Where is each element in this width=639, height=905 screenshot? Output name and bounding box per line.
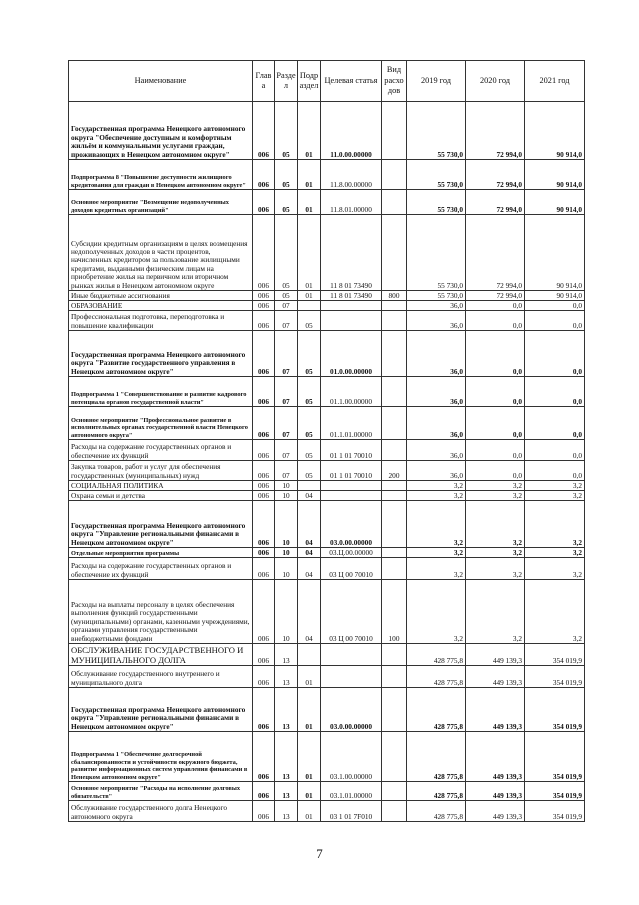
cell-subsection	[298, 644, 321, 666]
cell-chapter: 006	[253, 190, 275, 215]
cell-2020: 0,0	[466, 331, 525, 377]
cell-section: 07	[275, 331, 298, 377]
cell-target-article: 03.1.00.00000	[321, 732, 382, 782]
cell-expense-type: 200	[382, 461, 407, 481]
cell-2020: 72 994,0	[466, 190, 525, 215]
cell-2020: 72 994,0	[466, 215, 525, 291]
cell-chapter: 006	[253, 160, 275, 190]
cell-section: 13	[275, 732, 298, 782]
cell-2021: 90 914,0	[525, 291, 585, 301]
cell-subsection: 04	[298, 548, 321, 558]
cell-2021: 0,0	[525, 377, 585, 407]
cell-subsection: 05	[298, 377, 321, 407]
cell-name: Государственная программа Ненецкого автономного округа "Развитие государственного управления в Ненецком автономном округе"	[69, 331, 253, 377]
cell-2019: 428 775,8	[407, 644, 466, 666]
cell-name: Основное мероприятие "Профессиональное развитие в исполнительных органах государственной власти Ненецкого автономного округа"	[69, 407, 253, 440]
page-number: 7	[316, 846, 323, 861]
cell-name: Субсидии кредитным организациям в целях возмещения недополученных доходов в части процентов, начисленных кредитором за пользование жилищными кредитами, выданными физическим лицам на приобретение жилья на первичном или вторичном рынках жилья в Ненецком автономном округе	[69, 215, 253, 291]
cell-expense-type	[382, 190, 407, 215]
table-row	[69, 301, 585, 311]
cell-name: Обслуживание государственного внутреннего и муниципального долга	[69, 666, 253, 688]
table-row	[69, 461, 585, 481]
table-row	[69, 440, 585, 461]
cell-target-article: 11.8.01.00000	[321, 190, 382, 215]
cell-chapter: 006	[253, 732, 275, 782]
cell-2021: 3,2	[525, 491, 585, 501]
cell-name: Расходы на содержание государственных органов и обеспечение их функций	[69, 440, 253, 461]
cell-2021: 354 019,9	[525, 732, 585, 782]
cell-2021: 90 914,0	[525, 215, 585, 291]
cell-name: ОБСЛУЖИВАНИЕ ГОСУДАРСТВЕННОГО И МУНИЦИПАЛЬНОГО ДОЛГА	[69, 644, 253, 666]
cell-section: 05	[275, 291, 298, 301]
cell-expense-type	[382, 491, 407, 501]
cell-section: 10	[275, 481, 298, 491]
cell-chapter: 006	[253, 331, 275, 377]
cell-section: 05	[275, 160, 298, 190]
table-row	[69, 801, 585, 822]
cell-subsection: 01	[298, 215, 321, 291]
table-row	[69, 548, 585, 558]
cell-section: 05	[275, 215, 298, 291]
cell-expense-type	[382, 331, 407, 377]
cell-section: 07	[275, 311, 298, 331]
cell-name: Отдельные мероприятия программы	[69, 548, 253, 558]
cell-chapter: 006	[253, 580, 275, 644]
cell-name: Подпрограмма 1 "Совершенствование и развитие кадрового потенциала органов государственной власти"	[69, 377, 253, 407]
cell-expense-type	[382, 102, 407, 160]
table-row	[69, 481, 585, 491]
cell-expense-type	[382, 215, 407, 291]
cell-section: 07	[275, 440, 298, 461]
cell-2019: 36,0	[407, 311, 466, 331]
cell-target-article: 03.1.01.00000	[321, 782, 382, 801]
table-row	[69, 580, 585, 644]
cell-section: 07	[275, 301, 298, 311]
cell-expense-type: 100	[382, 580, 407, 644]
cell-chapter: 006	[253, 377, 275, 407]
cell-chapter: 006	[253, 215, 275, 291]
cell-subsection	[298, 481, 321, 491]
cell-2021: 90 914,0	[525, 190, 585, 215]
table-row	[69, 291, 585, 301]
cell-name: СОЦИАЛЬНАЯ ПОЛИТИКА	[69, 481, 253, 491]
cell-subsection: 01	[298, 732, 321, 782]
budget-table	[68, 60, 585, 822]
cell-2021: 0,0	[525, 311, 585, 331]
cell-section: 07	[275, 377, 298, 407]
cell-chapter: 006	[253, 666, 275, 688]
cell-section: 10	[275, 548, 298, 558]
table-row	[69, 331, 585, 377]
cell-chapter: 006	[253, 481, 275, 491]
cell-expense-type	[382, 481, 407, 491]
table-row	[69, 688, 585, 732]
cell-chapter: 006	[253, 407, 275, 440]
cell-subsection: 05	[298, 331, 321, 377]
cell-target-article: 03.Ц.00.00000	[321, 548, 382, 558]
cell-2021: 3,2	[525, 548, 585, 558]
cell-subsection: 04	[298, 580, 321, 644]
cell-subsection: 04	[298, 491, 321, 501]
cell-target-article: 11.0.00.00000	[321, 102, 382, 160]
cell-expense-type: 800	[382, 291, 407, 301]
cell-name: Государственная программа Ненецкого автономного округа "Обеспечение доступным и комфортным жильём и коммунальными услугами граждан, проживающих в Ненецком автономном округе"	[69, 102, 253, 160]
cell-section: 10	[275, 580, 298, 644]
cell-target-article: 03 Ц 00 70010	[321, 580, 382, 644]
cell-2019: 36,0	[407, 377, 466, 407]
cell-2021: 3,2	[525, 481, 585, 491]
table-row	[69, 311, 585, 331]
cell-2020: 0,0	[466, 440, 525, 461]
header-year-2020: 2020 год	[466, 61, 525, 102]
cell-2021: 90 914,0	[525, 160, 585, 190]
cell-chapter: 006	[253, 102, 275, 160]
cell-expense-type	[382, 732, 407, 782]
cell-2019: 55 730,0	[407, 160, 466, 190]
cell-2020: 0,0	[466, 377, 525, 407]
cell-2020: 449 139,3	[466, 801, 525, 822]
cell-chapter: 006	[253, 311, 275, 331]
cell-expense-type	[382, 801, 407, 822]
cell-subsection: 05	[298, 311, 321, 331]
cell-2021: 354 019,9	[525, 644, 585, 666]
cell-subsection: 04	[298, 558, 321, 580]
cell-name: Основное мероприятие "Возмещение недополученных доходов кредитных организаций"	[69, 190, 253, 215]
cell-chapter: 006	[253, 644, 275, 666]
cell-2020: 3,2	[466, 501, 525, 548]
cell-subsection: 01	[298, 801, 321, 822]
cell-2021: 0,0	[525, 440, 585, 461]
table-row	[69, 377, 585, 407]
cell-section: 10	[275, 491, 298, 501]
cell-target-article	[321, 311, 382, 331]
table-header-row	[69, 61, 585, 102]
table-row	[69, 501, 585, 548]
cell-chapter: 006	[253, 461, 275, 481]
header-name: Наименование	[69, 61, 253, 102]
cell-2019: 55 730,0	[407, 215, 466, 291]
cell-2019: 428 775,8	[407, 688, 466, 732]
cell-section: 10	[275, 501, 298, 548]
table-row	[69, 666, 585, 688]
cell-2019: 3,2	[407, 580, 466, 644]
cell-2020: 0,0	[466, 461, 525, 481]
cell-section: 13	[275, 644, 298, 666]
header-chapter: Глав а	[253, 61, 275, 102]
cell-2021: 90 914,0	[525, 102, 585, 160]
cell-expense-type	[382, 311, 407, 331]
table-row	[69, 160, 585, 190]
table-row	[69, 732, 585, 782]
table-row	[69, 215, 585, 291]
cell-2019: 428 775,8	[407, 801, 466, 822]
cell-subsection: 01	[298, 291, 321, 301]
cell-2020: 0,0	[466, 301, 525, 311]
cell-name: Расходы на выплаты персоналу в целях обеспечения выполнения функций государственными (муниципальными) органами, казенными учреждениями, органами управления государственными внебюджетными фондами	[69, 580, 253, 644]
cell-2020: 0,0	[466, 407, 525, 440]
cell-expense-type	[382, 666, 407, 688]
cell-2020: 449 139,3	[466, 732, 525, 782]
cell-2021: 3,2	[525, 558, 585, 580]
cell-name: Государственная программа Ненецкого автономного округа "Управление региональными финансами в Ненецком автономном округе"	[69, 501, 253, 548]
cell-section: 13	[275, 666, 298, 688]
cell-subsection: 01	[298, 782, 321, 801]
table-row	[69, 407, 585, 440]
table-row	[69, 102, 585, 160]
cell-2020: 72 994,0	[466, 160, 525, 190]
cell-expense-type	[382, 558, 407, 580]
cell-section: 13	[275, 782, 298, 801]
cell-2019: 36,0	[407, 301, 466, 311]
cell-2019: 55 730,0	[407, 291, 466, 301]
cell-section: 07	[275, 407, 298, 440]
cell-2019: 36,0	[407, 461, 466, 481]
cell-2019: 55 730,0	[407, 102, 466, 160]
cell-name: Основное мероприятие "Расходы на исполнение долговых обязательств"	[69, 782, 253, 801]
cell-2021: 0,0	[525, 301, 585, 311]
table-row	[69, 491, 585, 501]
header-year-2019: 2019 год	[407, 61, 466, 102]
cell-name: ОБРАЗОВАНИЕ	[69, 301, 253, 311]
cell-2019: 36,0	[407, 440, 466, 461]
cell-2021: 0,0	[525, 331, 585, 377]
cell-subsection: 01	[298, 688, 321, 732]
cell-target-article: 11 8 01 73490	[321, 291, 382, 301]
budget-table-container	[68, 60, 584, 822]
cell-expense-type	[382, 301, 407, 311]
cell-2019: 3,2	[407, 548, 466, 558]
cell-chapter: 006	[253, 291, 275, 301]
cell-2020: 3,2	[466, 558, 525, 580]
cell-2020: 449 139,3	[466, 666, 525, 688]
cell-subsection: 04	[298, 501, 321, 548]
cell-2020: 3,2	[466, 548, 525, 558]
cell-chapter: 006	[253, 801, 275, 822]
cell-chapter: 006	[253, 548, 275, 558]
cell-subsection: 05	[298, 440, 321, 461]
cell-expense-type	[382, 440, 407, 461]
header-section: Разде л	[275, 61, 298, 102]
header-target-article: Целевая статья	[321, 61, 382, 102]
cell-target-article	[321, 301, 382, 311]
cell-expense-type	[382, 501, 407, 548]
cell-name: Государственная программа Ненецкого автономного округа "Управление региональными финансами в Ненецком автономном округе"	[69, 688, 253, 732]
cell-2021: 354 019,9	[525, 801, 585, 822]
cell-expense-type	[382, 782, 407, 801]
cell-chapter: 006	[253, 501, 275, 548]
table-row	[69, 190, 585, 215]
cell-expense-type	[382, 407, 407, 440]
cell-target-article: 11.8.00.00000	[321, 160, 382, 190]
cell-2019: 428 775,8	[407, 666, 466, 688]
cell-2021: 354 019,9	[525, 688, 585, 732]
cell-2021: 354 019,9	[525, 782, 585, 801]
cell-2019: 36,0	[407, 331, 466, 377]
cell-2019: 3,2	[407, 481, 466, 491]
cell-subsection: 01	[298, 190, 321, 215]
cell-chapter: 006	[253, 558, 275, 580]
cell-2019: 428 775,8	[407, 782, 466, 801]
cell-name: Подпрограмма 8 "Повышение доступности жилищного кредитования для граждан в Ненецком автономном округе"	[69, 160, 253, 190]
table-row	[69, 644, 585, 666]
cell-expense-type	[382, 377, 407, 407]
table-row	[69, 558, 585, 580]
cell-2019: 36,0	[407, 407, 466, 440]
cell-subsection	[298, 301, 321, 311]
cell-target-article: 03.0.00.00000	[321, 688, 382, 732]
cell-target-article: 01.1.01.00000	[321, 407, 382, 440]
cell-section: 13	[275, 801, 298, 822]
cell-section: 05	[275, 102, 298, 160]
cell-chapter: 006	[253, 301, 275, 311]
cell-2021: 3,2	[525, 580, 585, 644]
cell-2019: 428 775,8	[407, 732, 466, 782]
cell-section: 13	[275, 688, 298, 732]
cell-2020: 449 139,3	[466, 688, 525, 732]
table-body	[69, 102, 585, 822]
cell-target-article	[321, 481, 382, 491]
cell-2019: 3,2	[407, 501, 466, 548]
cell-name: Охрана семьи и детства	[69, 491, 253, 501]
cell-expense-type	[382, 548, 407, 558]
cell-section: 05	[275, 190, 298, 215]
header-expense-type: Вид расхо дов	[382, 61, 407, 102]
cell-target-article: 03 Ц 00 70010	[321, 558, 382, 580]
cell-target-article: 01 1 01 70010	[321, 461, 382, 481]
cell-chapter: 006	[253, 491, 275, 501]
cell-target-article	[321, 644, 382, 666]
cell-target-article: 03.0.00.00000	[321, 501, 382, 548]
cell-subsection: 01	[298, 666, 321, 688]
cell-2020: 0,0	[466, 311, 525, 331]
cell-name: Профессиональная подготовка, переподготовка и повышение квалификации	[69, 311, 253, 331]
cell-2020: 72 994,0	[466, 102, 525, 160]
table-row	[69, 782, 585, 801]
cell-subsection: 05	[298, 461, 321, 481]
cell-name: Закупка товаров, работ и услуг для обеспечения государственных (муниципальных) нужд	[69, 461, 253, 481]
cell-2021: 0,0	[525, 407, 585, 440]
header-year-2021: 2021 год	[525, 61, 585, 102]
cell-target-article: 01.0.00.00000	[321, 331, 382, 377]
cell-2021: 3,2	[525, 501, 585, 548]
cell-section: 07	[275, 461, 298, 481]
cell-2019: 55 730,0	[407, 190, 466, 215]
cell-target-article	[321, 491, 382, 501]
cell-expense-type	[382, 160, 407, 190]
cell-2020: 3,2	[466, 580, 525, 644]
cell-target-article: 11 8 01 73490	[321, 215, 382, 291]
cell-2020: 72 994,0	[466, 291, 525, 301]
cell-2019: 3,2	[407, 491, 466, 501]
cell-target-article: 03 1 01 7F010	[321, 801, 382, 822]
cell-expense-type	[382, 688, 407, 732]
cell-subsection: 01	[298, 102, 321, 160]
cell-subsection: 05	[298, 407, 321, 440]
cell-subsection: 01	[298, 160, 321, 190]
cell-2019: 3,2	[407, 558, 466, 580]
cell-2021: 0,0	[525, 461, 585, 481]
cell-name: Расходы на содержание государственных органов и обеспечение их функций	[69, 558, 253, 580]
cell-target-article: 01.1.00.00000	[321, 377, 382, 407]
cell-chapter: 006	[253, 440, 275, 461]
cell-target-article	[321, 666, 382, 688]
cell-name: Иные бюджетные ассигнования	[69, 291, 253, 301]
cell-target-article: 01 1 01 70010	[321, 440, 382, 461]
cell-2020: 3,2	[466, 481, 525, 491]
cell-chapter: 006	[253, 688, 275, 732]
cell-2020: 3,2	[466, 491, 525, 501]
cell-name: Подпрограмма 1 "Обеспечение долгосрочной сбалансированности и устойчивости окружного бюджета, развитие информационных систем управления финансами в Ненецком автономном округе"	[69, 732, 253, 782]
cell-2020: 449 139,3	[466, 782, 525, 801]
cell-chapter: 006	[253, 782, 275, 801]
header-subsection: Подр аздел	[298, 61, 321, 102]
cell-name: Обслуживание государственного долга Ненецкого автономного округа	[69, 801, 253, 822]
cell-2020: 449 139,3	[466, 644, 525, 666]
cell-section: 10	[275, 558, 298, 580]
cell-expense-type	[382, 644, 407, 666]
cell-2021: 354 019,9	[525, 666, 585, 688]
